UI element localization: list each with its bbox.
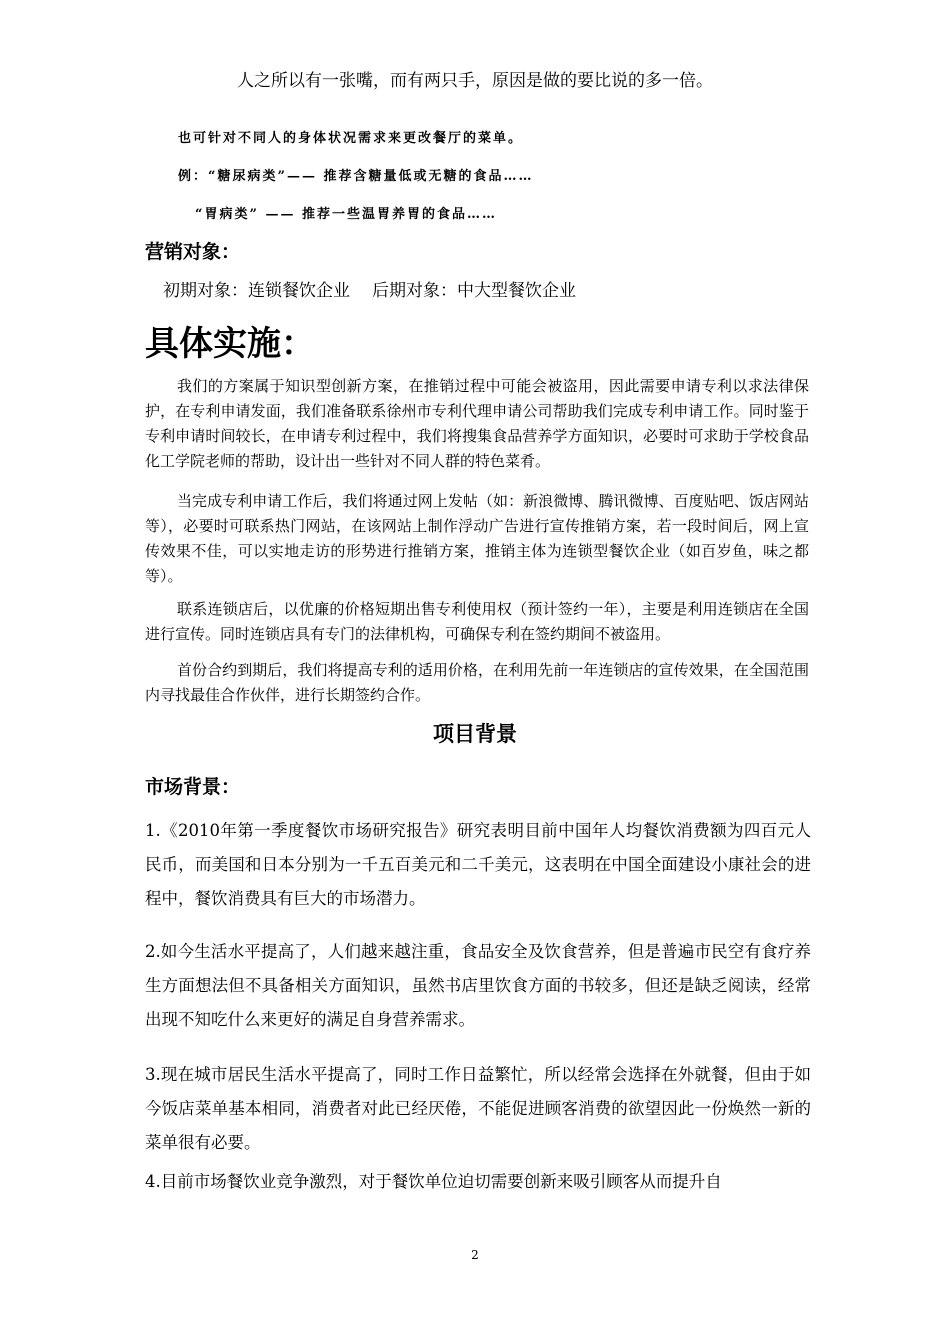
later-target: 后期对象：中大型餐饮企业 — [372, 281, 576, 301]
implementation-paragraph-1: 我们的方案属于知识型创新方案，在推销过程中可能会被盗用，因此需要申请专利以求法律保护，在专利申请发面，我们准备联系徐州市专利代理申请公司帮助我们完成专利申请工作。同时鉴于专利申请时间较长，在申请专利过程中，我们将搜集食品营养学方面知识，必要时可求助于学校食品化工学院老师的帮助，设计出一些针对不同人群的特色菜肴。 — [145, 377, 809, 470]
implementation-paragraph-4: 首份合约到期后，我们将提高专利的适用价格，在利用先前一年连锁店的宣传效果，在全国范围内寻找最佳合作伙伴，进行长期签约合作。 — [145, 661, 809, 704]
note-diabetes-example: 例：“糖尿病类”—— 推荐含糖量低或无糖的食品…… — [178, 169, 534, 184]
early-target: 初期对象：连锁餐饮企业 — [163, 281, 350, 301]
market-item-3: 3.现在城市居民生活水平提高了，同时工作日益繁忙，所以经常会选择在外就餐，但由于如今饭店菜单基本相同，消费者对此已经厌倦，不能促进顾客消费的欲望因此一份焕然一新的菜单很有必要。 — [145, 1065, 811, 1152]
marketing-heading: 营销对象： — [145, 241, 241, 263]
implementation-paragraph-3: 联系连锁店后，以优廉的价格短期出售专利使用权（预计签约一年），主要是利用连锁店在全国进行宣传。同时连锁店具有专门的法律机构，可确保专利在签约期间不被盗用。 — [145, 600, 809, 643]
page-number: 2 — [471, 1248, 479, 1262]
market-item-1: 1.《2010年第一季度餐饮市场研究报告》研究表明目前中国年人均餐饮消费额为四百元人民币，而美国和日本分别为一千五百美元和二千美元，这表明在中国全面建设小康社会的进程中，餐饮消费具有巨大的市场潜力。 — [145, 821, 811, 908]
project-background-title: 项目背景 — [433, 721, 517, 746]
opening-quote: 人之所以有一张嘴，而有两只手，原因是做的要比说的多一倍。 — [237, 71, 713, 91]
implementation-paragraph-2: 当完成专利申请工作后，我们将通过网上发帖（如：新浪微博、腾讯微博、百度贴吧、饭店网站等），必要时可联系热门网站，在该网站上制作浮动广告进行宣传推销方案，若一段时间后，网上宣传效果不佳，可以实地走访的形势进行推销方案，推销主体为连锁型餐饮企业（如百岁鱼，味之都等）。 — [145, 492, 809, 585]
marketing-targets — [163, 276, 576, 301]
market-item-2: 2.如今生活水平提高了，人们越来越注重，食品安全及饮食营养，但是普遍市民空有食疗养生方面想法但不具备相关方面知识，虽然书店里饮食方面的书较多，但还是缺乏阅读，经常出现不知吃什么来更好的满足自身营养需求。 — [145, 942, 811, 1029]
note-menu-customization: 也可针对不同人的身体状况需求来更改餐厅的菜单。 — [178, 131, 524, 146]
market-item-4: 4.目前市场餐饮业竞争激烈，对于餐饮单位迫切需要创新来吸引顾客从而提升自 — [145, 1172, 722, 1191]
note-stomach-example: “胃病类” —— 推荐一些温胃养胃的食品…… — [195, 207, 498, 222]
implementation-heading: 具体实施： — [145, 324, 315, 364]
market-background-heading: 市场背景： — [145, 776, 241, 798]
